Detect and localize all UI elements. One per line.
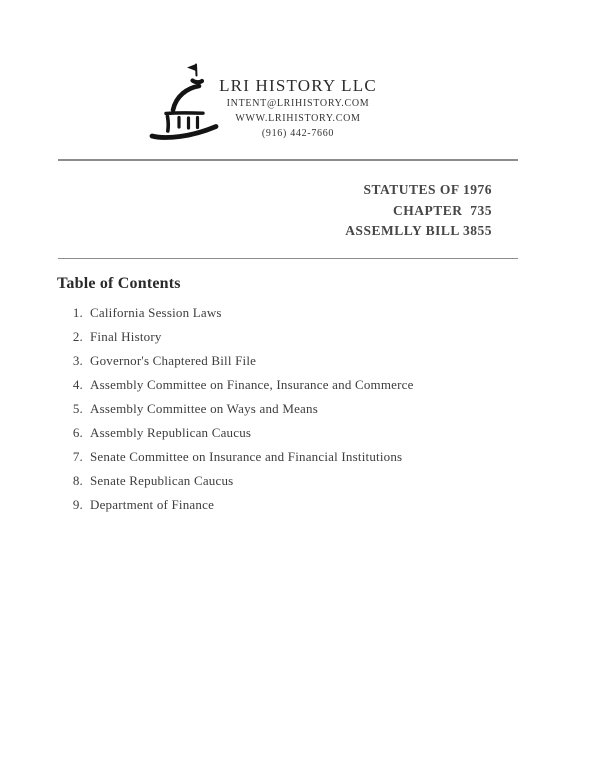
chapter-line: CHAPTER 735 bbox=[392, 202, 492, 218]
toc-item bbox=[58, 424, 414, 448]
toc-item-number: 5. bbox=[72, 401, 83, 416]
toc-item-number: 9. bbox=[72, 497, 83, 512]
toc-item-number: 8. bbox=[72, 473, 83, 488]
toc-item bbox=[58, 304, 414, 328]
toc-item-number: 7. bbox=[72, 449, 83, 464]
toc-item-number: 1. bbox=[72, 305, 83, 320]
toc-item-number: 2. bbox=[72, 329, 83, 344]
toc-item-number: 4. bbox=[72, 377, 83, 392]
toc-item bbox=[58, 376, 414, 400]
bill-reference-block bbox=[345, 180, 492, 242]
divider-bottom bbox=[58, 258, 518, 260]
toc-item-label: Final History bbox=[90, 329, 162, 344]
toc-item bbox=[58, 352, 414, 376]
toc-item-label: Assembly Republican Caucus bbox=[90, 425, 252, 440]
toc-title: Table of Contents bbox=[57, 275, 181, 292]
website-url: WWW.LRIHISTORY.COM bbox=[235, 113, 361, 124]
bill-line: ASSEMLLY BILL 3855 bbox=[345, 223, 492, 238]
toc-item-label: Governor's Chaptered Bill File bbox=[90, 353, 257, 368]
toc-item-number: 3. bbox=[72, 353, 83, 368]
toc-item-label: Senate Committee on Insurance and Financial Institutions bbox=[90, 449, 403, 464]
toc-item-label: Department of Finance bbox=[90, 497, 215, 512]
toc-item-label: Senate Republican Caucus bbox=[90, 473, 234, 488]
statutes-line: STATUTES OF 1976 bbox=[363, 182, 492, 197]
flag-icon bbox=[187, 64, 196, 71]
toc-item bbox=[58, 328, 414, 352]
company-name: LRI HISTORY LLC bbox=[219, 76, 377, 95]
toc-item-number: 6. bbox=[72, 425, 83, 440]
toc-list bbox=[58, 304, 414, 520]
toc-item bbox=[58, 448, 414, 472]
toc-item bbox=[58, 400, 414, 424]
divider-top bbox=[58, 159, 518, 161]
toc-item bbox=[58, 496, 414, 520]
toc-item-label: California Session Laws bbox=[90, 305, 222, 320]
toc-item-label: Assembly Committee on Finance, Insurance and Commerce bbox=[90, 377, 414, 392]
toc-item bbox=[58, 472, 414, 496]
toc-item-label: Assembly Committee on Ways and Means bbox=[90, 401, 318, 416]
phone-number: (916) 442-7660 bbox=[261, 127, 335, 139]
email-address: INTENT@LRIHISTORY.COM bbox=[226, 98, 370, 109]
